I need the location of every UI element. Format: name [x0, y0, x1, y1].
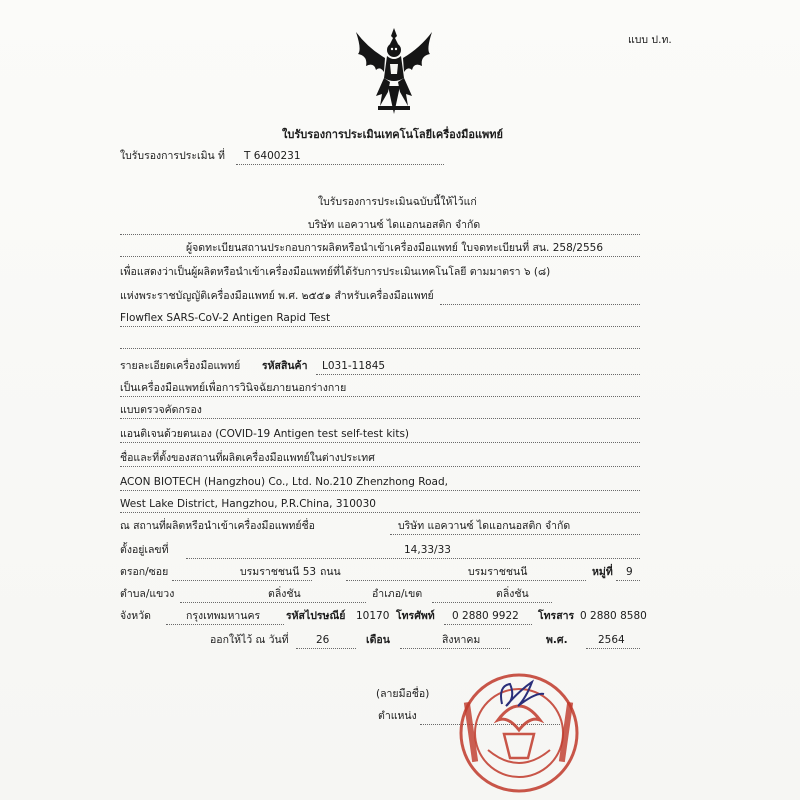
province-label: จังหวัด [120, 610, 151, 622]
issued-month: สิงหาคม [442, 634, 481, 646]
manufacturer-line-2: West Lake District, Hangzhou, P.R.China, 310030 [120, 498, 376, 510]
purpose-line: เพื่อแสดงว่าเป็นผู้ผลิตหรือนำเข้าเครื่องมือแพทย์ที่ได้รับการประเมินเทคโนโลยี ตามมาตรา ๖ (๘) [120, 266, 551, 278]
fax-label: โทรสาร [538, 610, 575, 622]
district-value: ตลิ่งชัน [496, 588, 529, 600]
moo-label: หมู่ที่ [592, 566, 613, 578]
zip-value: 10170 [356, 610, 390, 622]
details-label: รายละเอียดเครื่องมือแพทย์ [120, 360, 241, 372]
district-label: อำเภอ/เขต [372, 588, 423, 600]
product-name: Flowflex SARS-CoV-2 Antigen Rapid Test [120, 312, 331, 324]
detail-line-2: แบบตรวจคัดกรอง [120, 404, 202, 416]
issued-month-label: เดือน [366, 634, 390, 646]
house-no-value: 14,33/33 [404, 544, 451, 556]
signature-icon [440, 676, 560, 716]
page-title: ใบรับรองการประเมินเทคโนโลยีเครื่องมือแพทย์ [282, 128, 503, 141]
issued-label: ออกให้ไว้ ณ วันที่ [210, 634, 289, 646]
cert-number: T 6400231 [244, 150, 301, 162]
subdistrict-value: ตลิ่งชัน [268, 588, 301, 600]
issued-year-label: พ.ศ. [546, 634, 568, 646]
phone-label: โทรศัพท์ [396, 610, 435, 622]
moo-value: 9 [626, 566, 633, 578]
detail-line-3: แอนติเจนด้วยตนเอง (COVID-19 Antigen test self-test kits) [120, 428, 410, 440]
fax-value: 0 2880 8580 [580, 610, 647, 622]
issued-day: 26 [316, 634, 330, 646]
form-code: แบบ ป.ท. [628, 34, 672, 46]
product-code: L031-11845 [322, 360, 386, 372]
road-label: ถนน [320, 566, 341, 578]
garuda-emblem-icon [352, 26, 436, 118]
cert-label: ใบรับรองการประเมิน ที่ [120, 150, 225, 162]
subdistrict-label: ตำบล/แขวง [120, 588, 175, 600]
place-value: บริษัท แอควานซ์ ไดแอกนอสติก จำกัด [398, 520, 571, 532]
road-value: บรมราชชนนี [468, 566, 528, 578]
issued-year: 2564 [598, 634, 625, 646]
position-label: ตำแหน่ง [378, 710, 417, 722]
place-label: ณ สถานที่ผลิตหรือนำเข้าเครื่องมือแพทย์ชื่อ [120, 520, 315, 532]
province-value: กรุงเทพมหานคร [186, 610, 261, 622]
manufacturer-label: ชื่อและที่ตั้งของสถานที่ผลิตเครื่องมือแพทย์ในต่างประเทศ [120, 452, 375, 464]
phone-value: 0 2880 9922 [452, 610, 519, 622]
house-no-label: ตั้งอยู่เลขที่ [120, 544, 169, 556]
manufacturer-line-1: ACON BIOTECH (Hangzhou) Co., Ltd. No.210 Zhenzhong Road, [120, 476, 448, 488]
soi-value: บรมราชชนนี 53 [240, 566, 317, 578]
company-name: บริษัท แอควานซ์ ไดแอกนอสติก จำกัด [308, 219, 481, 231]
act-line: แห่งพระราชบัญญัติเครื่องมือแพทย์ พ.ศ. ๒๕๕๑ สำหรับเครื่องมือแพทย์ [120, 290, 434, 302]
issued-to-label: ใบรับรองการประเมินฉบับนี้ให้ไว้แก่ [318, 196, 477, 208]
soi-label: ตรอก/ซอย [120, 566, 169, 578]
detail-line-1: เป็นเครื่องมือแพทย์เพื่อการวินิจฉัยภายนอกร่างกาย [120, 382, 347, 394]
licensee-line: ผู้จดทะเบียนสถานประกอบการผลิตหรือนำเข้าเครื่องมือแพทย์ ใบจดทะเบียนที่ สน. 258/2556 [186, 242, 604, 254]
product-code-label: รหัสสินค้า [262, 360, 308, 372]
signature-label: (ลายมือชื่อ) [376, 688, 430, 700]
zip-label: รหัสไปรษณีย์ [286, 610, 346, 622]
